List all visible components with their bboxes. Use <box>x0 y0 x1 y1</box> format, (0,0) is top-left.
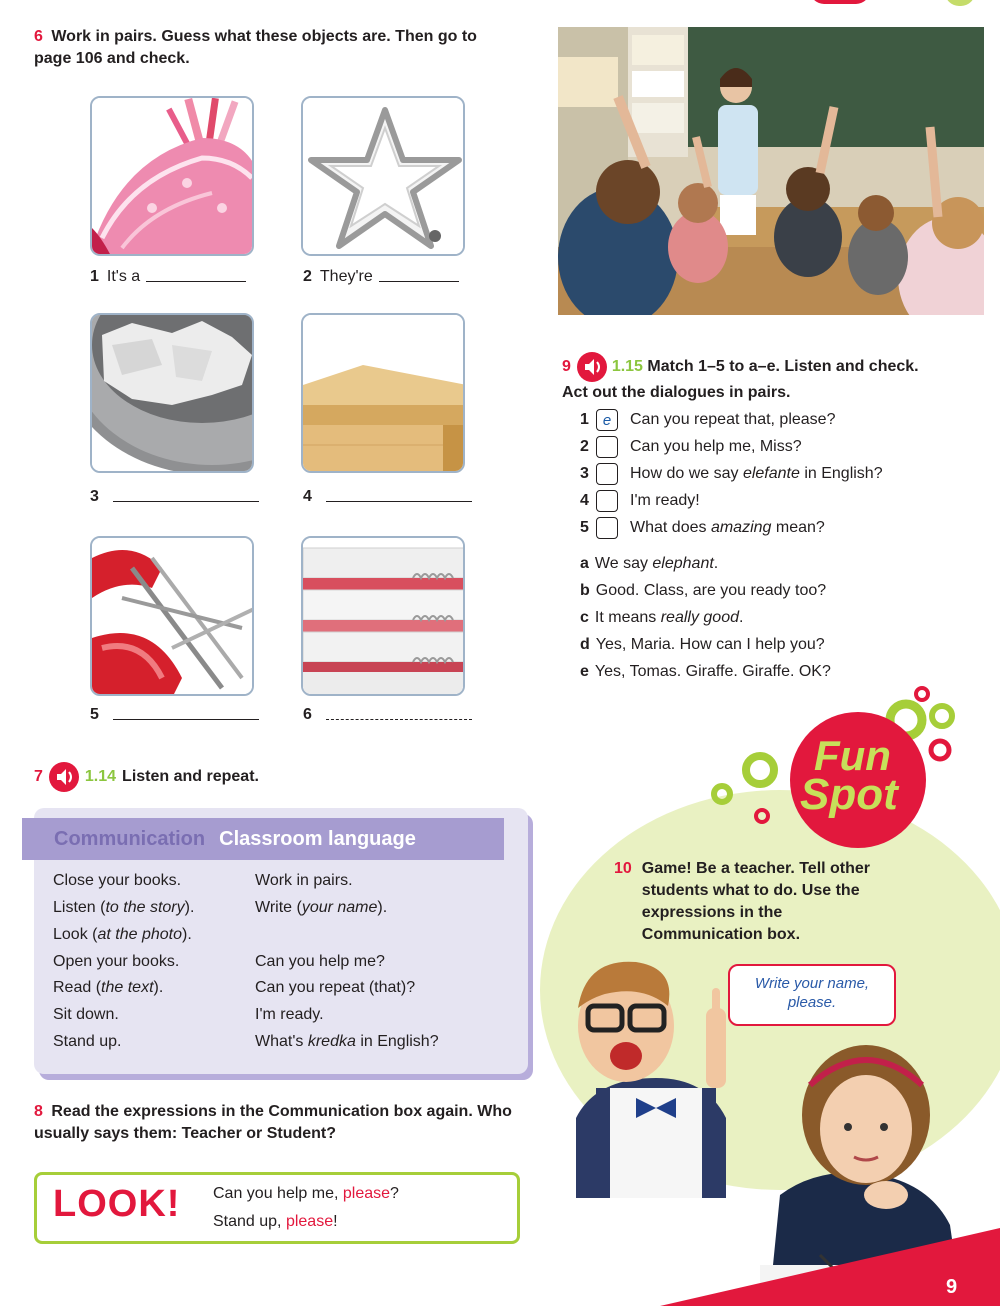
answer-box-2[interactable] <box>596 436 618 458</box>
ex9-track: 1.15 <box>611 358 643 376</box>
look-box <box>34 1172 520 1244</box>
ex8-heading <box>34 1101 524 1145</box>
boy-illustration <box>556 948 756 1198</box>
classroom-image <box>558 27 984 315</box>
comm-left-5: Read (the text). <box>53 979 164 996</box>
caption-1: 1 It's a <box>90 268 246 286</box>
answer-line-6[interactable] <box>326 719 472 720</box>
answer-e: e Yes, Tomas. Giraffe. Giraffe. OK? <box>580 663 831 680</box>
picture-2-star <box>301 96 465 256</box>
ex10-instruction: Game! Be a teacher. Tell other students what to do. Use the expressions in the Communication box. <box>641 860 871 943</box>
caption-3: 3 <box>90 488 259 506</box>
comm-right-1: Work in pairs. <box>255 872 353 889</box>
comm-left-4: Open your books. <box>53 953 180 970</box>
ex6-heading <box>34 26 514 70</box>
corner-decoration <box>810 0 870 4</box>
ex10-heading <box>614 858 874 946</box>
comm-left-6: Sit down. <box>53 1006 119 1023</box>
audio-icon[interactable] <box>49 762 79 792</box>
ex7-heading <box>34 762 259 792</box>
communication-header <box>22 818 504 860</box>
communication-title: Communication <box>54 827 206 850</box>
audio-icon-ex9[interactable] <box>577 352 607 382</box>
ex9-instruction: Match 1–5 to a–e. Listen and check. Act out the dialogues in pairs. <box>562 358 919 401</box>
answer-line-1[interactable] <box>146 281 246 282</box>
chair-image <box>92 538 254 696</box>
ex6-instruction: Work in pairs. Guess what these objects are. Then go to page 106 and check. <box>34 28 477 67</box>
comm-right-4: Can you repeat (that)? <box>255 979 416 996</box>
answer-line-4[interactable] <box>326 501 472 502</box>
page-number: 9 <box>946 1276 958 1298</box>
picture-6-notebooks <box>301 536 465 696</box>
question-4: 4 I'm ready! <box>580 490 700 512</box>
question-5: 5 What does amazing mean? <box>580 517 825 539</box>
ex8-number: 8 <box>34 1103 43 1120</box>
comm-left-1: Close your books. <box>53 872 182 889</box>
bin-image <box>92 315 254 473</box>
caption-2: 2 They're <box>303 268 459 286</box>
answer-box-3[interactable] <box>596 463 618 485</box>
classroom-photo <box>558 27 984 315</box>
answer-line-2[interactable] <box>379 281 459 282</box>
picture-4-desk <box>301 313 465 473</box>
caption-5: 5 <box>90 706 259 724</box>
fun-spot-logo <box>790 712 926 848</box>
question-3: 3 How do we say elefante in English? <box>580 463 883 485</box>
answer-b: b Good. Class, are you ready too? <box>580 582 827 599</box>
answer-box-1[interactable]: e <box>596 409 618 431</box>
answer-line-5[interactable] <box>113 719 259 720</box>
question-2: 2 Can you help me, Miss? <box>580 436 802 458</box>
pencil-case-image <box>92 98 254 256</box>
ex6-number: 6 <box>34 28 43 45</box>
look-line-1: Can you help me, please? <box>213 1185 399 1202</box>
ex9-number: 9 <box>562 358 571 376</box>
comm-right-5: I'm ready. <box>255 1006 324 1023</box>
comm-right-2: Write (your name). <box>255 899 388 916</box>
caption-4: 4 <box>303 488 472 506</box>
picture-5-chair <box>90 536 254 696</box>
comm-left-2: Listen (to the story). <box>53 899 195 916</box>
answer-c: c It means really good. <box>580 609 744 626</box>
fun-spot-logo-line2: Spot <box>800 770 898 819</box>
caption-6: 6 <box>303 706 472 724</box>
ex9-heading <box>562 352 922 404</box>
look-title: LOOK! <box>53 1183 181 1225</box>
picture-3-bin <box>90 313 254 473</box>
ex7-instruction: Listen and repeat. <box>122 768 259 785</box>
answer-box-5[interactable] <box>596 517 618 539</box>
answer-box-4[interactable] <box>596 490 618 512</box>
comm-left-7: Stand up. <box>53 1033 122 1050</box>
comm-right-6: What's kredka in English? <box>255 1033 439 1050</box>
notebooks-image <box>303 538 465 696</box>
comm-right-3: Can you help me? <box>255 953 385 970</box>
ex7-track: 1.14 <box>84 768 117 785</box>
look-line-2: Stand up, please! <box>213 1213 338 1230</box>
answer-a: a We say elephant. <box>580 555 719 572</box>
answer-line-3[interactable] <box>113 501 259 502</box>
desk-image <box>303 315 465 473</box>
star-image <box>303 98 465 256</box>
classroom-language-title: Classroom language <box>219 827 416 850</box>
ex7-number: 7 <box>34 768 43 785</box>
ex10-number: 10 <box>614 860 632 877</box>
ex8-instruction: Read the expressions in the Communication box again. Who usually says them: Teacher or Student? <box>34 1103 512 1142</box>
corner-decoration-green <box>945 0 975 6</box>
comm-left-3: Look (at the photo). <box>53 926 192 943</box>
picture-1-pencil-case <box>90 96 254 256</box>
question-1: 1 e Can you repeat that, please? <box>580 409 835 431</box>
speech-bubble: Write your name, please. <box>728 964 896 1026</box>
answer-d: d Yes, Maria. How can I help you? <box>580 636 825 653</box>
fun-spot-logo-line1: Fun <box>814 732 891 779</box>
